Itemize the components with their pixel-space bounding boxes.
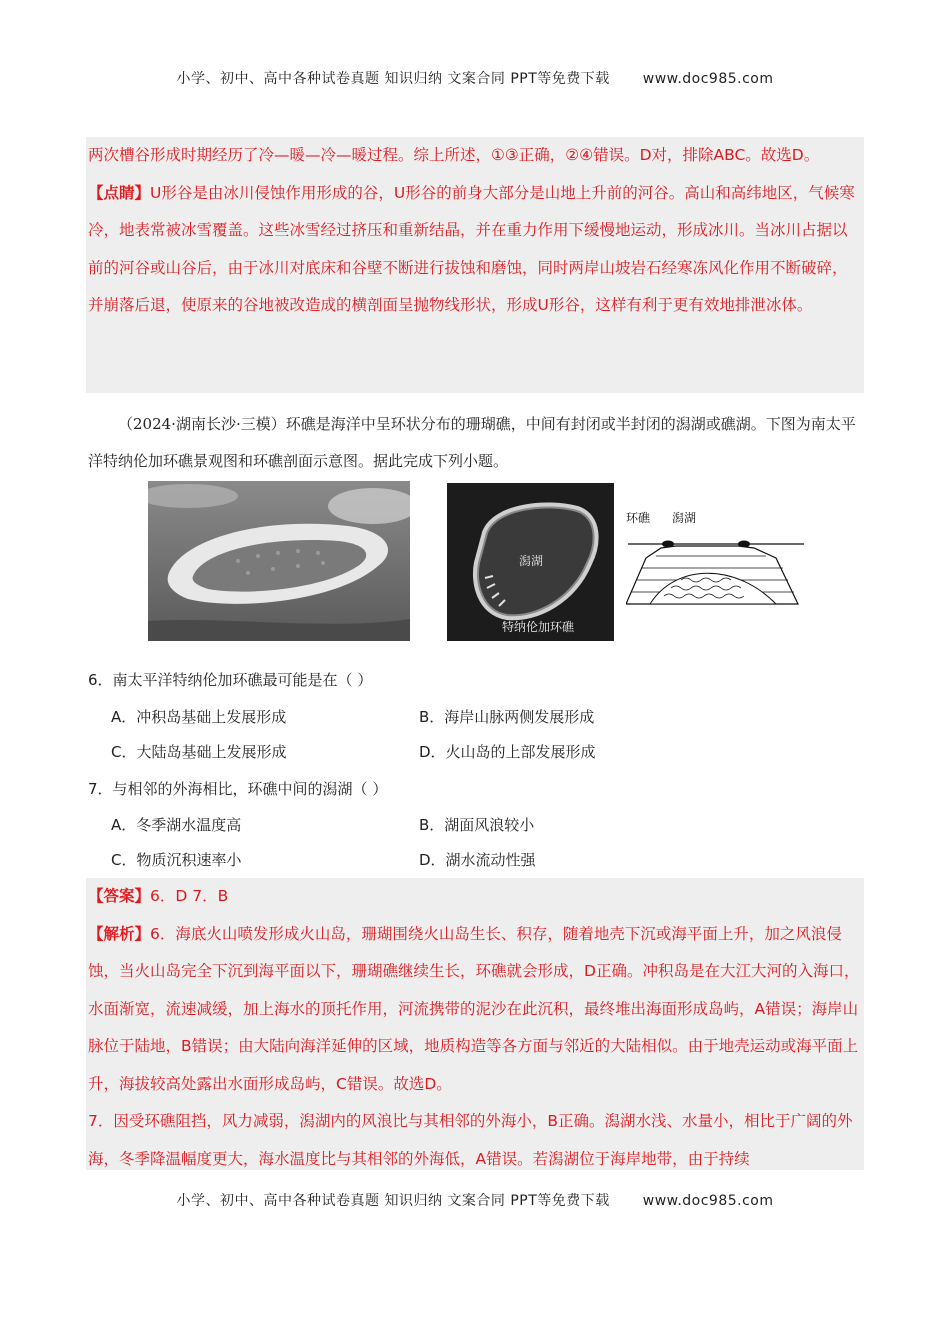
question-6-option-b[interactable]: B．海岸山脉两侧发展形成	[419, 708, 595, 726]
question-7-stem: 7．与相邻的外海相比，环礁中间的潟湖（ ）	[88, 780, 388, 798]
analysis-7: 7．因受环礁阻挡，风力减弱，潟湖内的风浪比与其相邻的外海小，B正确。潟湖水浅、水量小，相比于广阔的外海，冬季降温幅度更大，海水温度比与其相邻的外海低，A错误。若潟湖位于海岸地带，由于持续	[88, 1112, 853, 1168]
atoll-landscape-photo	[148, 481, 410, 641]
question-6-option-a[interactable]: A．冲积岛基础上发展形成	[111, 708, 287, 726]
section-reef-label: 环礁	[626, 511, 651, 525]
answer-text: 6．D 7．B	[150, 887, 229, 905]
map-caption: 特纳伦加环礁	[502, 620, 575, 634]
map-lagoon-label: 潟湖	[519, 554, 544, 568]
previous-answer-conclusion: 两次槽谷形成时期经历了冷—暖—冷—暖过程。综上所述，①③正确，②④错误。D对，排除ABC。故选D。	[88, 146, 820, 164]
analysis-6	[88, 916, 860, 1104]
tip-text: U形谷是由冰川侵蚀作用形成的谷，U形谷的前身大部分是山地上升前的河谷。高山和高纬地区，气候寒冷，地表常被冰雪覆盖。这些冰雪经过挤压和重新结晶，并在重力作用下缓慢地运动，形成冰川。当冰川占据以前的河谷或山谷后，由于冰川对底床和谷壁不断进行拔蚀和磨蚀，同时两岸山坡岩石经寒冻风化作用不断破碎，并崩落后退，使原来的谷地被改造成的横剖面呈抛物线形状，形成U形谷，这样有利于更有效地排泄冰体。	[88, 183, 855, 314]
header-url[interactable]: www.doc985.com	[642, 71, 774, 87]
page-header	[0, 68, 950, 88]
section-lagoon-label: 潟湖	[672, 511, 697, 525]
analysis-label: 【解析】	[88, 924, 151, 943]
analysis-6-text: 6．海底火山喷发形成火山岛，珊瑚围绕火山岛生长、积存，随着地壳下沉或海平面上升，加之风浪侵蚀，当火山岛完全下沉到海平面以下，珊瑚礁继续生长，环礁就会形成，D正确。冲积岛是在大江大河的入海口，水面渐宽，流速减缓，加上海水的顶托作用，河流携带的泥沙在此沉积，最终堆出海面形成岛屿，A错误；海岸山脉位于陆地，B错误；由大陆向海洋延伸的区域，地质构造等各方面与邻近的大陆相似。由于地壳运动或海平面上升，海拔较高处露出水面形成岛屿，C错误。故选D。	[88, 924, 860, 1093]
tip-label: 【点睛】	[88, 183, 151, 202]
question-7-option-d[interactable]: D．湖水流动性强	[419, 851, 536, 869]
atoll-map-figure	[447, 483, 614, 641]
answer-line	[88, 878, 860, 916]
question-7-option-c[interactable]: C．物质沉积速率小	[111, 851, 242, 869]
page-footer	[0, 1190, 950, 1210]
answer-label: 【答案】	[88, 887, 151, 905]
question-6-option-d[interactable]: D．火山岛的上部发展形成	[419, 743, 596, 761]
question-7-option-b[interactable]: B．湖面风浪较小	[419, 816, 535, 834]
question-6-option-c[interactable]: C．大陆岛基础上发展形成	[111, 743, 287, 761]
question-7-option-a[interactable]: A．冬季湖水温度高	[111, 816, 242, 834]
footer-text: 小学、初中、高中各种试卷真题 知识归纳 文案合同 PPT等免费下载	[176, 1193, 610, 1209]
footer-url[interactable]: www.doc985.com	[642, 1193, 774, 1209]
question-intro: （2024·湖南长沙·三模）环礁是海洋中呈环状分布的珊瑚礁，中间有封闭或半封闭的潟湖或礁湖。下图为南太平洋特纳伦加环礁景观图和环礁剖面示意图。据此完成下列小题。	[88, 415, 856, 470]
answer-analysis-block	[86, 878, 864, 1170]
tip-paragraph	[88, 175, 860, 325]
atoll-cross-section-diagram	[626, 508, 806, 608]
question-6-stem: 6．南太平洋特纳伦加环礁最可能是在（ ）	[88, 671, 373, 689]
answer-block-previous	[86, 137, 864, 393]
header-text: 小学、初中、高中各种试卷真题 知识归纳 文案合同 PPT等免费下载	[176, 71, 610, 87]
